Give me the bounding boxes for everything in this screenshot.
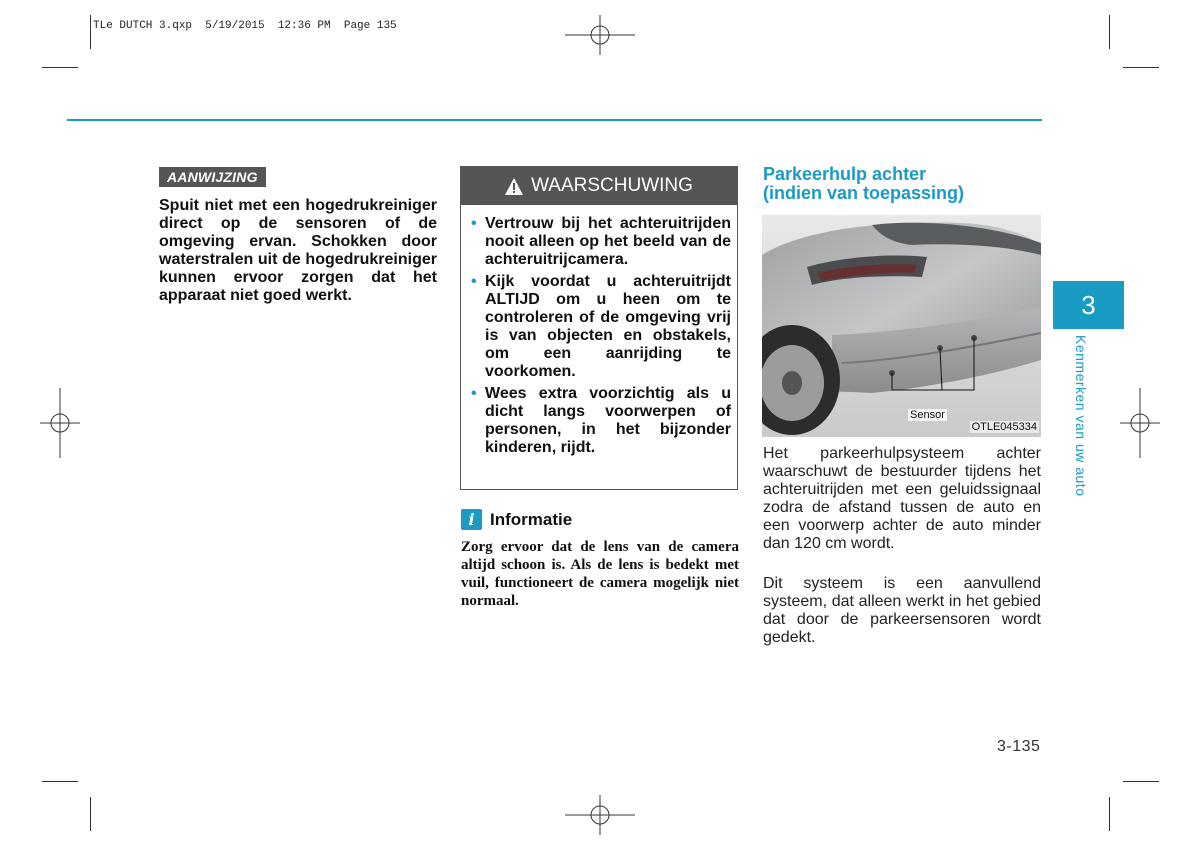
info-text: Zorg ervoor dat de lens van de camera altijd schoon is. Als de lens is bedekt met vuil, functioneert de camera mogelijk niet normaal. (461, 539, 739, 609)
chapter-name: Kenmerken van uw auto (1073, 335, 1089, 497)
warning-item: • Wees extra voorzichtig als u dicht langs voorwerpen of personen, in het bijzonder kinderen, rijdt. (471, 385, 731, 456)
note-label: AANWIJZING (159, 167, 266, 187)
info-heading (461, 509, 572, 530)
bullet-icon: • (471, 385, 477, 402)
print-slug: TLe DUTCH 3.qxp 5/19/2015 12:36 PM Page 135 (93, 20, 397, 32)
warning-item: • Vertrouw bij het achteruitrijden nooit alleen op het beeld van de achteruitrijcamera. (471, 215, 731, 268)
note-text: Spuit niet met een hogedrukreiniger direct op de sensoren of de omgeving ervan. Schokken door waterstralen uit de hogedrukreiniger kunnen ervoor zorgen dat het apparaat niet goed werkt. (159, 197, 437, 304)
section-paragraph-1: Het parkeerhulpsysteem achter waarschuwt de bestuurder tijdens het achteruitrijden met een geluidssignaal zodra de afstand tussen de auto en een voorwerp achter de auto minder dan 120 cm wordt. (763, 445, 1041, 552)
car-rear-illustration (762, 215, 1041, 437)
warning-box (460, 166, 738, 490)
section-title: Parkeerhulp achter (indien van toepassing) (763, 164, 965, 203)
parking-sensor-figure (762, 215, 1041, 437)
header-rule (67, 119, 1042, 121)
figure-code: OTLE045334 (971, 421, 1037, 433)
warning-list (469, 215, 731, 461)
warning-triangle-icon (505, 178, 523, 195)
info-icon: i (461, 509, 482, 530)
warning-item: • Kijk voordat u achteruitrijdt ALTIJD om u heen om te controleren of de omgeving vrij is van objecten en obstakels, om een aanrijding te voorkomen. (471, 273, 731, 380)
warning-header (461, 167, 737, 205)
section-paragraph-2: Dit systeem is een aanvullend systeem, dat alleen werkt in het gebied dat door de parkeersensoren wordt gedekt. (763, 575, 1041, 646)
chapter-tab: 3 (1053, 281, 1124, 329)
figure-sensor-label: Sensor (910, 409, 945, 421)
warning-title: WAARSCHUWING (531, 175, 693, 196)
info-title: Informatie (490, 509, 573, 529)
page-number: 3-135 (997, 738, 1041, 755)
bullet-icon: • (471, 273, 477, 290)
bullet-icon: • (471, 215, 477, 232)
